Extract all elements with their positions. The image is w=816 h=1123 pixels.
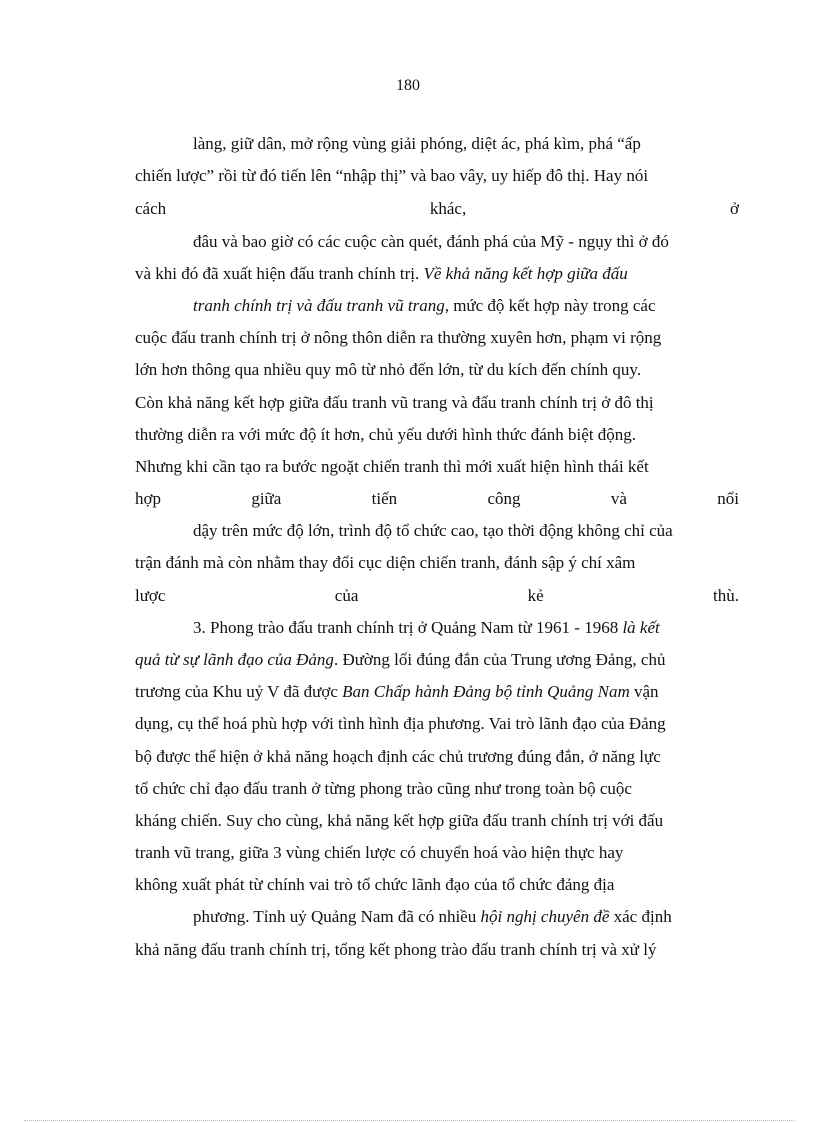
text-line-12 [135,483,739,515]
line-16-regular: 3. Phong trào đấu tranh chính trị ở Quảng Nam từ 1961 - 1968 [193,618,619,637]
text-line-19: dụng, cụ thể hoá phù hợp với tình hình địa phương. Vai trò lãnh đạo của Đảng [135,714,666,733]
line-17-italic: quả từ sự lãnh đạo của Đảng [135,650,334,669]
text-line-6 [193,290,739,322]
line-16-italic: là kết [622,618,660,637]
line-25-regular-b: xác định [613,907,672,926]
page-number: 180 [396,77,420,94]
text-line-8: lớn hơn thông qua nhiều quy mô từ nhỏ đến lớn, từ du kích đến chính quy. [135,360,642,379]
word-cach: cách [135,199,167,218]
text-line-17 [135,644,739,676]
line-17-regular: . Đường lối đúng đắn của Trung ương Đảng, chủ [333,650,666,669]
word-hop: hợp [135,489,161,508]
text-line-26: khả năng đấu tranh chính trị, tổng kết phong trào đấu tranh chính trị và xử lý [135,940,657,959]
word-luoc: lược [135,586,166,605]
line-6-regular: , mức độ kết hợp này trong các [444,296,656,315]
text-line-9: Còn khả năng kết hợp giữa đấu tranh vũ trang và đấu tranh chính trị ở đô thị [135,393,654,412]
text-line-1: làng, giữ dân, mở rộng vùng giải phóng, diệt ác, phá kìm, phá “ấp [193,134,641,153]
word-ke: kẻ [527,586,544,605]
text-line-13: dậy trên mức độ lớn, trình độ tổ chức cao, tạo thời động không chỉ của [193,521,673,540]
word-cong: công [487,489,521,508]
text-line-14: trận đánh mà còn nhằm thay đổi cục diện chiến tranh, đánh sập ý chí xâm [135,553,636,572]
text-line-18 [135,676,739,708]
text-line-2: chiến lược” rồi từ đó tiến lên “nhập thị” và bao vây, uy hiếp đô thị. Hay nói [135,166,649,185]
text-line-22: kháng chiến. Suy cho cùng, khả năng kết hợp giữa đấu tranh chính trị với đấu [135,811,664,830]
text-line-11: Nhưng khi cần tạo ra bước ngoặt chiến tranh thì mới xuất hiện hình thái kết [135,457,649,476]
word-tien: tiến [371,489,398,508]
text-line-15 [135,580,739,612]
word-giua: giữa [251,489,282,508]
text-line-21: tổ chức chỉ đạo đấu tranh ở từng phong trào cũng như trong toàn bộ cuộc [135,779,632,798]
line-18-regular-a: trương của Khu uỷ V đã được [135,682,338,701]
text-line-3 [135,193,739,225]
word-noi: nổi [717,489,739,508]
text-line-4: đâu và bao giờ có các cuộc càn quét, đánh phá của Mỹ - ngụy thì ở đó [193,232,669,251]
word-thu: thù. [713,586,739,605]
word-khac: khác, [429,199,467,218]
line-18-italic: Ban Chấp hành Đảng bộ tỉnh Quảng Nam [342,682,630,701]
word-o: ở [729,199,739,218]
text-line-7: cuộc đấu tranh chính trị ở nông thôn diễn ra thường xuyên hơn, phạm vi rộng [135,328,662,347]
text-line-10: thường diễn ra với mức độ ít hơn, chủ yếu dưới hình thức đánh biệt động. [135,425,637,444]
line-5-italic: Về khả năng kết hợp giữa đấu [423,264,628,283]
line-5-regular: và khi đó đã xuất hiện đấu tranh chính trị. [135,264,420,283]
text-line-25 [193,901,739,933]
line-25-regular-a: phương. Tỉnh uỷ Quảng Nam đã có nhiều [193,907,477,926]
line-18-regular-b: vận [634,682,659,701]
text-line-16 [193,612,739,644]
text-line-24: không xuất phát từ chính vai trò tổ chức lãnh đạo của tổ chức đảng địa [135,875,615,894]
word-va: và [610,489,627,508]
footer-dotted-divider [24,1120,794,1121]
line-6-italic: tranh chính trị và đấu tranh vũ trang [193,296,445,315]
line-25-italic: hội nghị chuyên đề [480,907,610,926]
text-line-23: tranh vũ trang, giữa 3 vùng chiến lược có chuyển hoá vào hiện thực hay [135,843,624,862]
text-line-20: bộ được thể hiện ở khả năng hoạch định các chủ trương đúng đắn, ở năng lực [135,747,661,766]
word-cua: của [334,586,359,605]
text-line-5 [135,258,739,290]
